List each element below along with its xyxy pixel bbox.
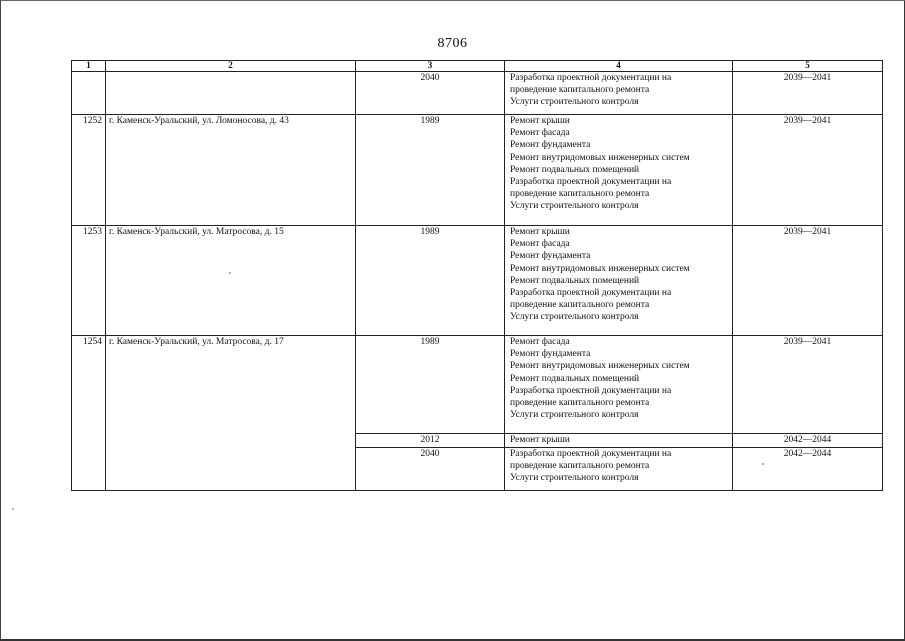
continuation-num-cell bbox=[72, 72, 106, 115]
continuation-year: 2040 bbox=[356, 72, 505, 115]
continuation-works bbox=[505, 72, 733, 115]
work-item: Ремонт крыши bbox=[510, 435, 570, 445]
subrow-year: 2012 bbox=[356, 434, 505, 448]
header-col-4: 4 bbox=[505, 61, 733, 72]
work-item: Разработка проектной документации на bbox=[510, 288, 672, 299]
table-row bbox=[72, 336, 883, 434]
row-works bbox=[505, 336, 733, 434]
header-col-1: 1 bbox=[72, 61, 106, 72]
subrow-period: 2042—2044 bbox=[733, 434, 883, 448]
work-item: Разработка проектной документации на bbox=[510, 449, 672, 459]
scan-speck bbox=[229, 272, 231, 274]
row-number: 1252 bbox=[72, 115, 106, 226]
row-address: г. Каменск-Уральский, ул. Матросова, д. 15 bbox=[106, 226, 356, 336]
work-item: Ремонт подвальных помещений bbox=[510, 275, 640, 286]
table-row bbox=[72, 115, 883, 226]
work-item: Разработка проектной документации на bbox=[510, 385, 672, 396]
work-item: Ремонт крыши bbox=[510, 116, 570, 126]
row-number: 1254 bbox=[72, 336, 106, 491]
page-number: 8706 bbox=[437, 36, 468, 51]
work-item: Ремонт внутридомовых инженерных систем bbox=[510, 361, 690, 372]
row-period: 2039—2041 bbox=[733, 226, 883, 336]
subrow-year: 2040 bbox=[356, 448, 505, 491]
register-table bbox=[71, 60, 883, 491]
work-item: Ремонт подвальных помещений bbox=[510, 373, 640, 384]
scan-speck bbox=[762, 463, 764, 465]
row-year: 1989 bbox=[356, 115, 505, 226]
row-works bbox=[505, 226, 733, 336]
work-item: Услуги строительного контроля bbox=[510, 473, 639, 484]
header-col-2: 2 bbox=[106, 61, 356, 72]
subrow-works bbox=[505, 434, 733, 448]
work-item: Услуги строительного контроля bbox=[510, 201, 639, 212]
continuation-period: 2039—2041 bbox=[733, 72, 883, 115]
row-address: г. Каменск-Уральский, ул. Матросова, д. 17 bbox=[106, 336, 356, 491]
work-item: Услуги строительного контроля bbox=[510, 97, 639, 108]
work-item: Ремонт фундамента bbox=[510, 349, 591, 360]
work-item: проведение капитального ремонта bbox=[510, 398, 650, 409]
work-item: Ремонт внутридомовых инженерных систем bbox=[510, 152, 690, 163]
work-item: проведение капитального ремонта bbox=[510, 85, 650, 96]
work-item: Разработка проектной документации на bbox=[510, 73, 672, 83]
work-item: проведение капитального ремонта bbox=[510, 300, 650, 311]
row-works bbox=[505, 115, 733, 226]
continuation-row bbox=[72, 72, 883, 115]
header-col-5: 5 bbox=[733, 61, 883, 72]
row-period: 2039—2041 bbox=[733, 336, 883, 434]
work-item: Ремонт фундамента bbox=[510, 251, 591, 262]
row-year: 1989 bbox=[356, 336, 505, 434]
header-col-3: 3 bbox=[356, 61, 505, 72]
row-address: г. Каменск-Уральский, ул. Ломоносова, д. 43 bbox=[106, 115, 356, 226]
work-item: Ремонт фасада bbox=[510, 239, 570, 250]
work-item: Ремонт подвальных помещений bbox=[510, 164, 640, 175]
work-item: Ремонт фасада bbox=[510, 128, 570, 139]
scan-speck bbox=[12, 508, 14, 510]
subrow-works bbox=[505, 448, 733, 491]
row-number: 1253 bbox=[72, 226, 106, 336]
work-item: Ремонт фундамента bbox=[510, 140, 591, 151]
table-row bbox=[72, 226, 883, 336]
work-item: Ремонт внутридомовых инженерных систем bbox=[510, 263, 690, 274]
work-item: проведение капитального ремонта bbox=[510, 461, 650, 472]
work-item: проведение капитального ремонта bbox=[510, 189, 650, 200]
work-item: Услуги строительного контроля bbox=[510, 410, 639, 421]
continuation-address-cell bbox=[106, 72, 356, 115]
row-period: 2039—2041 bbox=[733, 115, 883, 226]
row-year: 1989 bbox=[356, 226, 505, 336]
work-item: Услуги строительного контроля bbox=[510, 312, 639, 323]
subrow-period: 2042—2044 bbox=[733, 448, 883, 491]
work-item: Разработка проектной документации на bbox=[510, 177, 672, 188]
work-item: Ремонт фасада bbox=[510, 337, 570, 347]
header-row bbox=[72, 61, 883, 72]
work-item: Ремонт крыши bbox=[510, 227, 570, 237]
